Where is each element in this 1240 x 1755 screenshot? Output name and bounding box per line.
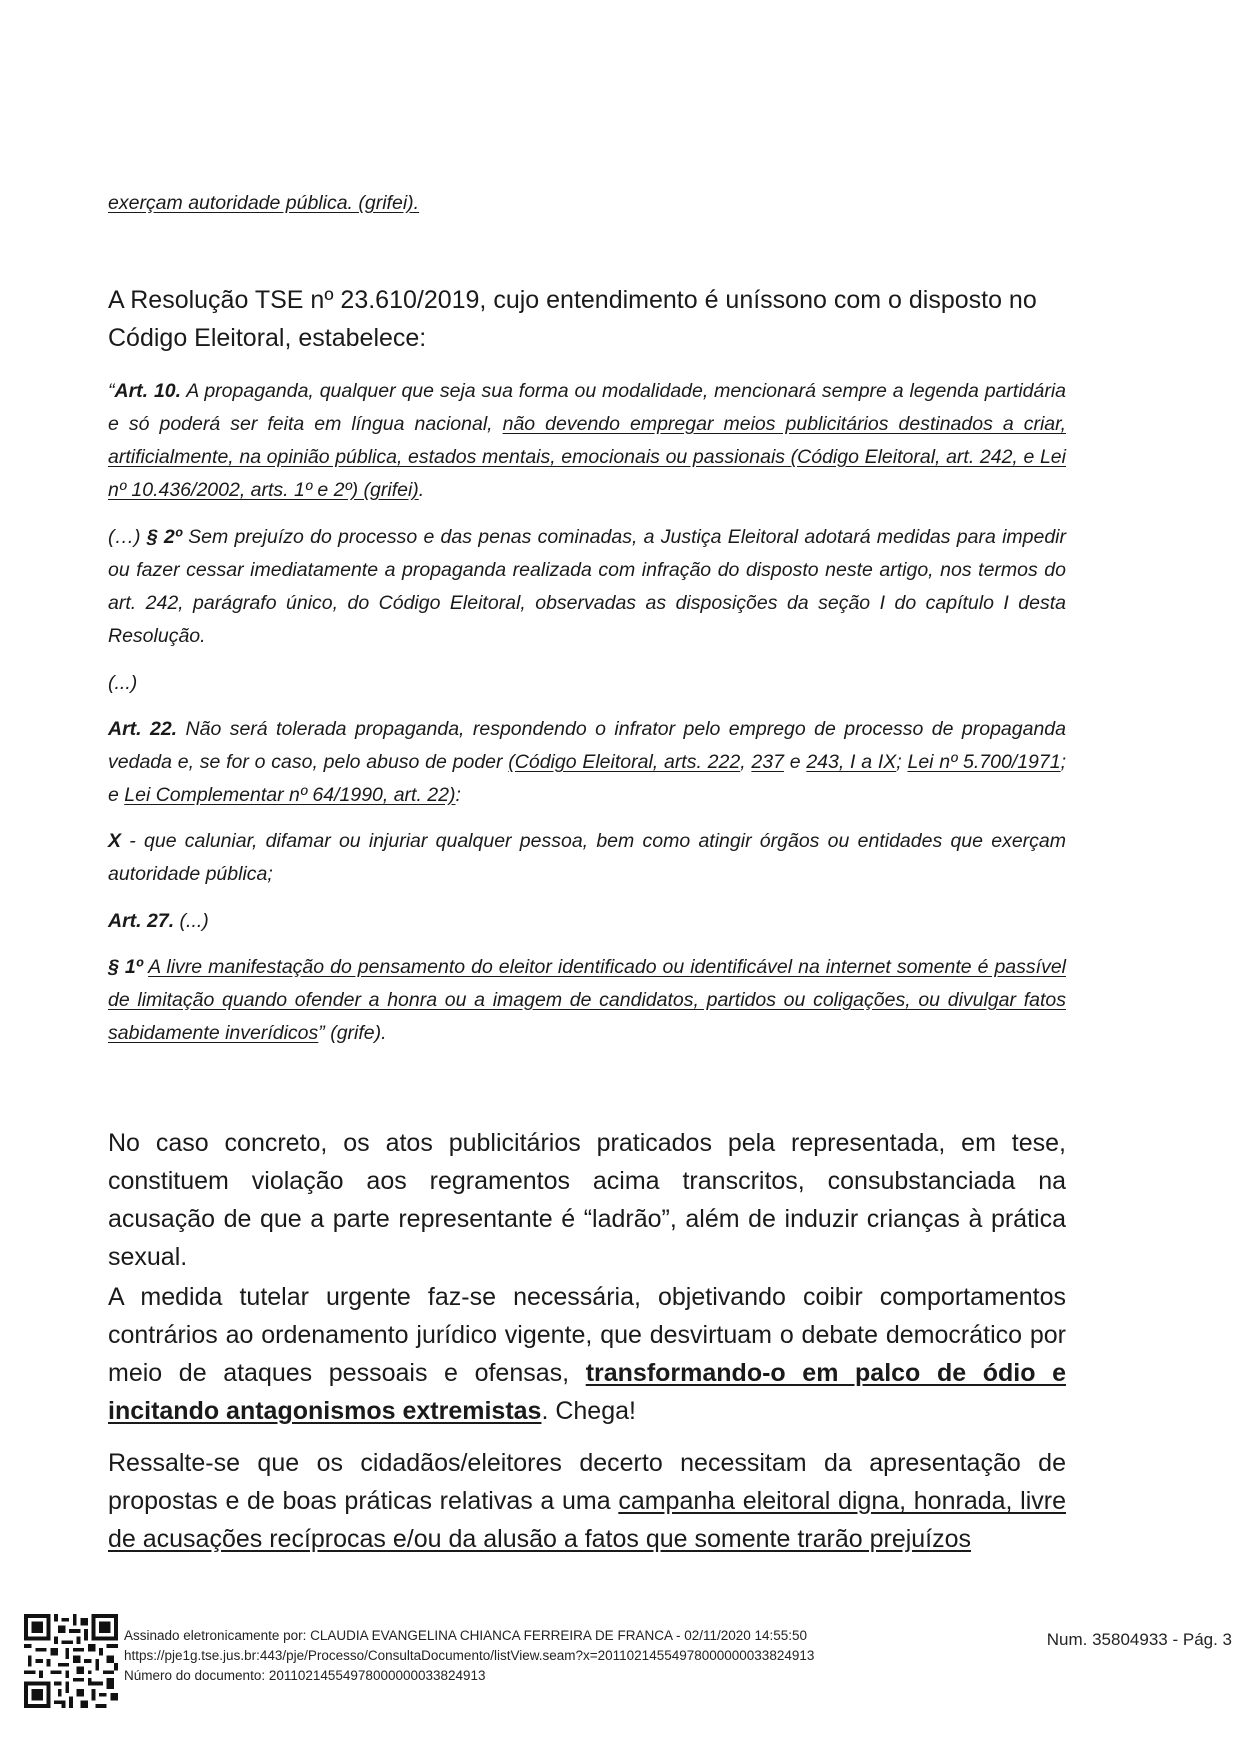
body-paragraph-2: A medida tutelar urgente faz-se necessária, objetivando coibir comportamentos contrários ao ordenamento jurídico vigente, que desvirtuam o debate democrático por meio de ataques pessoais e ofensas, transformando-o em palco de ódio e incitando antagonismos extremistas. Chega! [108,1283,1066,1425]
intro-line-2: Código Eleitoral, estabelece: [108,324,427,352]
art-10-quote: “Art. 10. A propaganda, qualquer que seja sua forma ou modalidade, mencionará sempre a legenda partidária e só poderá ser feita em língua nacional, não devendo empregar meios publicitários destinados a criar, artificialmente, na opinião pública, estados mentais, emocionais ou passionais (Código Eleitoral, art. 242, e Lei nº 10.436/2002, arts. 1º e 2º) (grifei). [108,380,1067,501]
paragraph-1-quote: § 1º A livre manifestação do pensamento do eleitor identificado ou identificável na internet somente é passível de limitação quando ofender a honra ou a imagem de candidatos, partidos ou coligações, ou divulgar fatos sabidamente inverídicos” (grife). [108,956,1066,1044]
ref-lei-5700[interactable]: Lei nº 5.700/1971 [907,751,1061,773]
body-paragraph-3: Ressalte-se que os cidadãos/eleitores decerto necessitam da apresentação de propostas e de boas práticas relativas a uma campanha eleitoral digna, honrada, livre de acusações recíprocas e/ou da alusão a fatos que somente trarão prejuízos [108,1449,1066,1553]
art-27-label: Art. 27. [108,910,175,932]
ellipsis-line: (...) [108,672,138,694]
quote-line-top: exerçam autoridade pública. (grifei). [108,192,420,214]
signature-line: Assinado eletronicamente por: CLAUDIA EVANGELINA CHIANCA FERREIRA DE FRANCA - 02/11/2020 14:55:50 [124,1628,808,1643]
signature-footer [124,1626,814,1686]
intro-paragraph [108,281,1066,357]
page-number: Num. 35804933 - Pág. 3 [1046,1630,1232,1649]
ref-art-243[interactable]: 243, I a IX [806,751,897,773]
item-x-label: X [108,830,122,852]
art-22-label: Art. 22. [108,718,178,740]
paragraph-1-label: § 1º [108,956,143,978]
intro-line-1: A Resolução TSE nº 23.610/2019, cujo entendimento é uníssono com o disposto no [108,286,1037,314]
paragraph-1-emphasis: A livre manifestação do pensamento do eleitor identificado ou identificável na internet somente é passível de limitação quando ofender a honra ou a imagem de candidatos, partidos ou coligações, ou divulgar fatos sabidamente inverídicos [108,956,1066,1044]
body-2-emphasis: transformando-o em palco de ódio e incitando antagonismos extremistas [108,1359,1066,1425]
document-number: Número do documento: 20110214554978000000033824913 [124,1668,486,1683]
body-3-emphasis: campanha eleitoral digna, honrada, livre de acusações recíprocas e/ou da alusão a fatos que somente trarão prejuízos [108,1487,1066,1553]
qr-code-icon [24,1614,118,1708]
paragraph-2-label: § 2º [146,526,182,548]
ref-codigo-eleitoral[interactable]: (Código Eleitoral, arts. 222 [508,751,741,773]
ref-art-237[interactable]: 237 [751,751,784,773]
art-27-quote: Art. 27. (...) [108,910,209,932]
item-x-quote: X - que caluniar, difamar ou injuriar qualquer pessoa, bem como atingir órgãos ou entidades que exerçam autoridade pública; [108,830,1066,885]
art-10-label: Art. 10. [114,380,182,402]
ref-lei-complementar-64[interactable]: Lei Complementar nº 64/1990, art. 22) [124,784,456,806]
art-10-emphasis: não devendo empregar meios publicitários destinados a criar, artificialmente, na opinião pública, estados mentais, emocionais ou passionais (Código Eleitoral, art. 242, e Lei nº 10.436/2002, arts. 1º e 2º) (grifei) [108,413,1066,501]
document-url[interactable]: https://pje1g.tse.jus.br:443/pje/Processo/ConsultaDocumento/listView.seam?x=20110214554978000000033824913 [124,1648,815,1663]
art-22-quote: Art. 22. Não será tolerada propaganda, respondendo o infrator pelo emprego de processo de propaganda vedada e, se for o caso, pelo abuso de poder (Código Eleitoral, arts. 222, 237 e 243, I a IX; Lei nº 5.700/1971; e Lei Complementar nº 64/1990, art. 22): [108,718,1067,806]
body-paragraph-1: No caso concreto, os atos publicitários praticados pela representada, em tese, constituem violação aos regramentos acima transcritos, consubstanciada na acusação de que a parte representante é “ladrão”, além de induzir crianças à prática sexual. [108,1129,1066,1271]
paragraph-2-quote: (…) § 2º Sem prejuízo do processo e das penas cominadas, a Justiça Eleitoral adotará medidas para impedir ou fazer cessar imediatamente a propaganda realizada com infração do disposto neste artigo, nos termos do art. 242, parágrafo único, do Código Eleitoral, observadas as disposições da seção I do capítulo I desta Resolução. [108,526,1067,647]
